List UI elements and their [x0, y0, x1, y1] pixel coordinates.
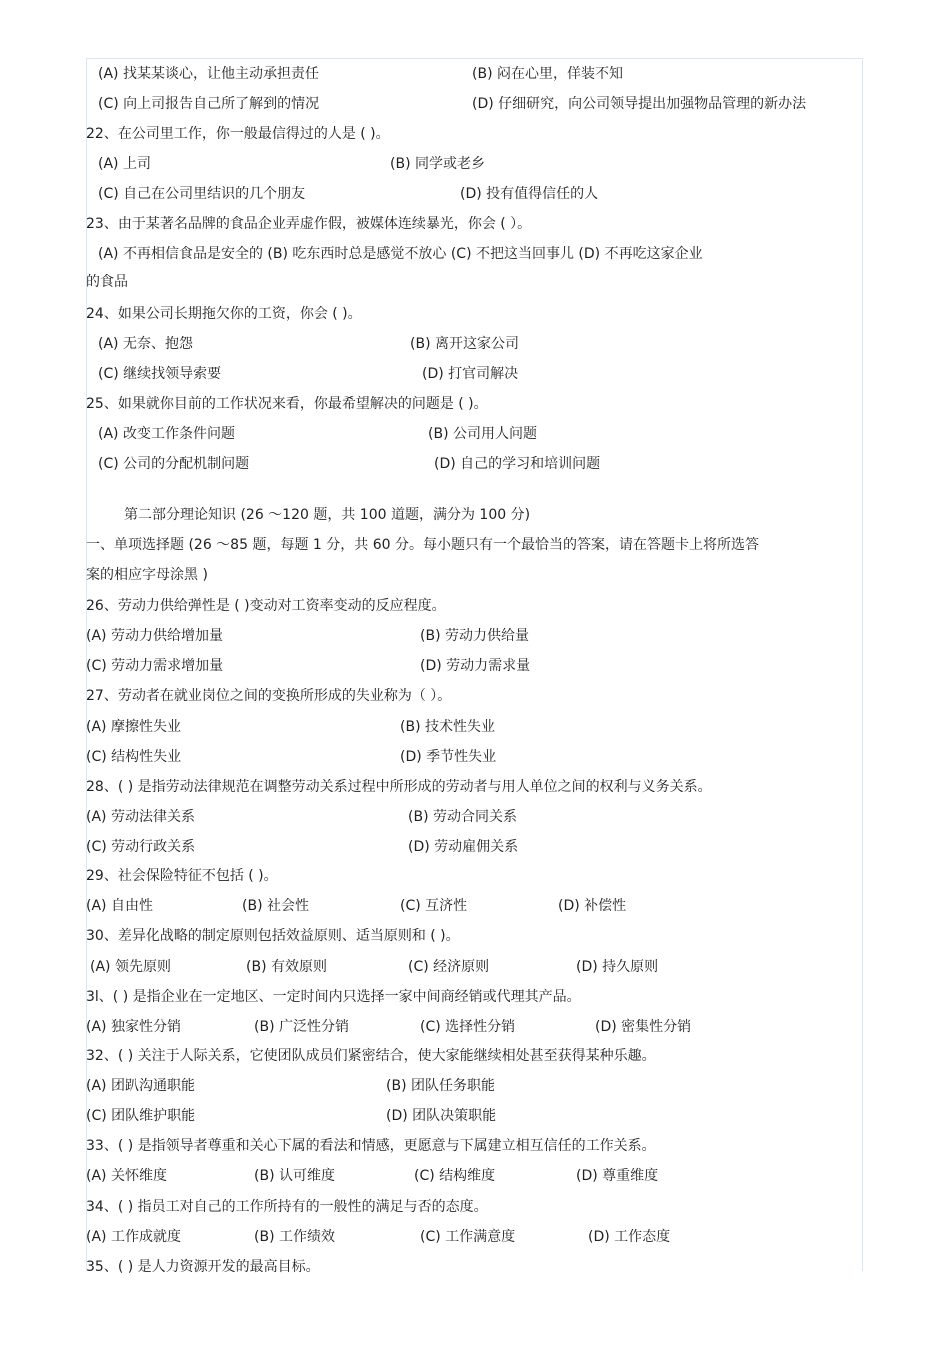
- text-line: (D) 仔细研究，向公司领导提出加强物品管理的新办法: [472, 96, 807, 112]
- text-line: (A) 找某某谈心，让他主动承担责任: [98, 66, 319, 82]
- text-line: (B) 离开这家公司: [410, 336, 519, 352]
- text-line: (A) 不再相信食品是安全的 (B) 吃东西时总是感觉不放心 (C) 不把这当回事儿 (D) 不再吃这家企业: [98, 246, 703, 262]
- text-line: 29、社会保险特征不包括 ( )。: [86, 868, 278, 884]
- text-line: (D) 季节性失业: [400, 749, 497, 765]
- text-line: (D) 工作态度: [588, 1229, 671, 1245]
- text-line: (A) 劳动法律关系: [86, 809, 195, 825]
- text-line: 的食品: [86, 274, 128, 290]
- text-line: 3l、( ) 是指企业在一定地区、一定时间内只选择一家中间商经销或代理其产品。: [86, 989, 581, 1005]
- text-line: (C) 公司的分配机制问题: [98, 456, 250, 472]
- text-line: 25、如果就你目前的工作状况来看，你最希望解决的问题是 ( )。: [86, 396, 488, 412]
- text-line: (B) 工作绩效: [254, 1229, 335, 1245]
- text-line: 27、劳动者在就业岗位之间的变换所形成的失业称为（ ）。: [86, 688, 452, 704]
- text-line: (C) 经济原则: [408, 959, 490, 975]
- text-line: 26、劳动力供给弹性是 ( )变动对工资率变动的反应程度。: [86, 598, 446, 614]
- text-line: (B) 劳动力供给量: [420, 628, 529, 644]
- text-line: 28、( ) 是指劳动法律规范在调整劳动关系过程中所形成的劳动者与用人单位之间的权利与义务关系。: [86, 779, 712, 795]
- text-line: (A) 独家性分销: [86, 1019, 181, 1035]
- text-line: (D) 劳动雇佣关系: [408, 839, 519, 855]
- text-line: (B) 劳动合同关系: [408, 809, 517, 825]
- text-line: (D) 打官司解决: [422, 366, 519, 382]
- text-line: (B) 同学或老乡: [390, 156, 485, 172]
- text-line: (A) 上司: [98, 156, 151, 172]
- text-line: (B) 技术性失业: [400, 719, 495, 735]
- text-line: (C) 选择性分销: [420, 1019, 516, 1035]
- text-line: (B) 认可维度: [254, 1168, 335, 1184]
- text-line: (A) 工作成就度: [86, 1229, 181, 1245]
- text-line: (A) 无奈、抱怨: [98, 336, 193, 352]
- text-line: (D) 持久原则: [576, 959, 659, 975]
- text-line: (D) 投有值得信任的人: [460, 186, 599, 202]
- text-line: (D) 劳动力需求量: [420, 658, 531, 674]
- text-line: 34、( ) 指员工对自己的工作所持有的一般性的满足与否的态度。: [86, 1199, 488, 1215]
- text-line: (D) 尊重维度: [576, 1168, 659, 1184]
- text-line: (C) 结构维度: [414, 1168, 496, 1184]
- text-line: (C) 工作满意度: [420, 1229, 516, 1245]
- text-line: (B) 社会性: [242, 898, 309, 914]
- text-line: (C) 劳动行政关系: [86, 839, 196, 855]
- text-line: 案的相应字母涂黑 ): [86, 567, 208, 583]
- text-line: (A) 自由性: [86, 898, 153, 914]
- text-line: (C) 互济性: [400, 898, 468, 914]
- text-line: (C) 继续找领导索要: [98, 366, 222, 382]
- text-line: (B) 有效原则: [246, 959, 327, 975]
- text-line: (A) 关怀维度: [86, 1168, 167, 1184]
- text-line: (B) 闷在心里，佯装不知: [472, 66, 623, 82]
- text-line: 24、如果公司长期拖欠你的工资，你会 ( )。: [86, 306, 362, 322]
- text-line: (C) 结构性失业: [86, 749, 182, 765]
- text-line: (A) 团趴沟通职能: [86, 1078, 195, 1094]
- text-line: 22、在公司里工作，你一般最信得过的人是 ( )。: [86, 126, 390, 142]
- text-line: (A) 领先原则: [90, 959, 171, 975]
- text-line: (D) 团队决策职能: [386, 1108, 497, 1124]
- text-line: 第二部分理论知识 (26 ～120 题，共 100 道题，满分为 100 分): [124, 507, 531, 523]
- text-line: (B) 广泛性分销: [254, 1019, 349, 1035]
- text-line: 32、( ) 关注于人际关系，它使团队成员们紧密结合，使大家能继续相处甚至获得某种乐趣。: [86, 1048, 656, 1064]
- text-line: (A) 改变工作条件问题: [98, 426, 235, 442]
- text-line: 33、( ) 是指领导者尊重和关心下属的看法和情感，更愿意与下属建立相互信任的工作关系。: [86, 1138, 656, 1154]
- text-line: 一、单项选择题 (26 ～85 题，每题 1 分，共 60 分。每小题只有一个最恰当的答案，请在答题卡上将所选答: [86, 537, 759, 553]
- text-line: (D) 自己的学习和培训问题: [434, 456, 601, 472]
- text-line: (B) 团队任务职能: [386, 1078, 495, 1094]
- text-line: (C) 团队维护职能: [86, 1108, 196, 1124]
- text-line: (B) 公司用人问题: [428, 426, 537, 442]
- text-line: (C) 劳动力需求增加量: [86, 658, 224, 674]
- text-line: 30、差异化战略的制定原则包括效益原则、适当原则和 ( )。: [86, 928, 460, 944]
- text-line: 35、( ) 是人力资源开发的最高目标。: [86, 1259, 320, 1275]
- text-line: (D) 密集性分销: [595, 1019, 692, 1035]
- text-line: (C) 自己在公司里结识的几个朋友: [98, 186, 306, 202]
- text-line: (A) 劳动力供给增加量: [86, 628, 223, 644]
- text-line: (D) 补偿性: [558, 898, 627, 914]
- text-line: 23、由于某著名品牌的食品企业弄虚作假，被媒体连续暴光，你会 ( ）。: [86, 216, 532, 232]
- text-line: (A) 摩擦性失业: [86, 719, 181, 735]
- text-line: (C) 向上司报告自己所了解到的情况: [98, 96, 320, 112]
